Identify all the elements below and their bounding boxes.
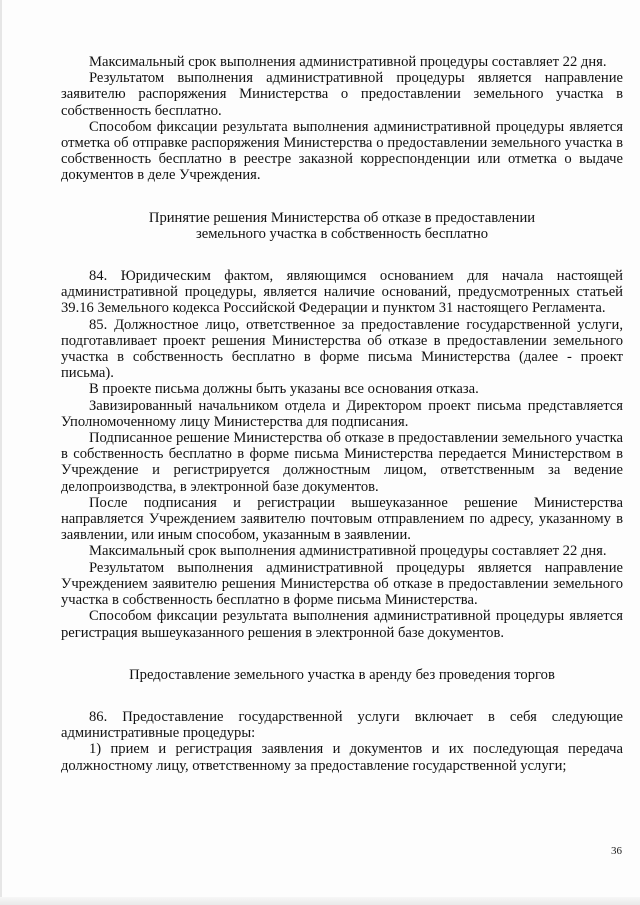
paragraph-86: 86. Предоставление государственной услуги включает в себя следующие административные процедуры:	[61, 708, 623, 742]
paragraph-procedure-1: 1) прием и регистрация заявления и документов и их последующая передача должностному лицу, ответственному за предоставление государственной услуги;	[61, 741, 623, 774]
paragraph-84: 84. Юридическим фактом, являющимся основанием для начала настоящей административной процедуры, является наличие оснований, предусмотренных статьей 39.16 Земельного кодекса Российской Федерации и пунктом 31 настоящего Регламента.	[61, 268, 623, 317]
section-heading-line-2: земельного участка в собственность бесплатно	[195, 225, 489, 242]
scan-edge-left	[0, 0, 2, 905]
paragraph-fixation-2: Способом фиксации результата выполнения административной процедуры является регистрация вышеуказанного решения в электронной базе документов.	[61, 608, 623, 641]
paragraph-signed-decision: Подписанное решение Министерства об отказе в предоставлении земельного участка в собственность бесплатно в форме письма Министерства передается Министерством в Учреждение и регистрируется должностным лицом, ответственным за ведение делопроизводства, в электронной базе документов.	[61, 430, 623, 495]
document-body	[61, 54, 623, 774]
section-gap	[61, 641, 623, 667]
section-gap	[61, 242, 623, 268]
paragraph-max-term-1: Максимальный срок выполнения административной процедуры составляет 22 дня.	[89, 54, 607, 70]
paragraph-85: 85. Должностное лицо, ответственное за предоставление государственной услуги, подготавливает проект решения Министерства об отказе в предоставлении земельного участка в собственность бесплатно в форме письма Министерства (далее - проект письма).	[61, 316, 623, 382]
paragraph-endorsed-draft: Завизированный начальником отдела и Директором проект письма представляется Уполномоченному лицу Министерства для подписания.	[61, 397, 623, 430]
section-gap	[61, 184, 623, 210]
section-heading-lease: Предоставление земельного участка в аренду без проведения торгов	[129, 666, 555, 683]
paragraph-after-signing: После подписания и регистрации вышеуказанное решение Министерства направляется Учреждением заявителю почтовым отправлением по адресу, указанному в заявлении, или иным способом, указанным в заявлении.	[61, 494, 623, 544]
section-heading-line-1: Принятие решения Министерства об отказе в предоставлении	[148, 209, 536, 226]
page-number: 36	[611, 845, 622, 857]
paragraph-max-term-2: Максимальный срок выполнения административной процедуры составляет 22 дня.	[89, 543, 607, 560]
paragraph-refusal-grounds: В проекте письма должны быть указаны все основания отказа.	[89, 381, 479, 398]
paragraph-fixation-1: Способом фиксации результата выполнения административной процедуры является отметка об отправке распоряжения Министерства о предоставлении земельного участка в собственность бесплатно в реестре заказной корреспонденции или отметка о выдаче документов в деле Учреждения.	[61, 118, 623, 184]
scan-edge-bottom	[0, 897, 640, 905]
paragraph-result-1: Результатом выполнения административной процедуры является направление заявителю распоряжения Министерства о предоставлении земельного участка в собственность бесплатно.	[61, 70, 623, 119]
paragraph-result-2: Результатом выполнения административной процедуры является направление Учреждением заявителю решения Министерства об отказе в предоставлении земельного участка в собственность бесплатно в форме письма Министерства.	[61, 559, 623, 609]
section-gap	[61, 683, 623, 709]
section-heading-refusal	[61, 210, 623, 242]
